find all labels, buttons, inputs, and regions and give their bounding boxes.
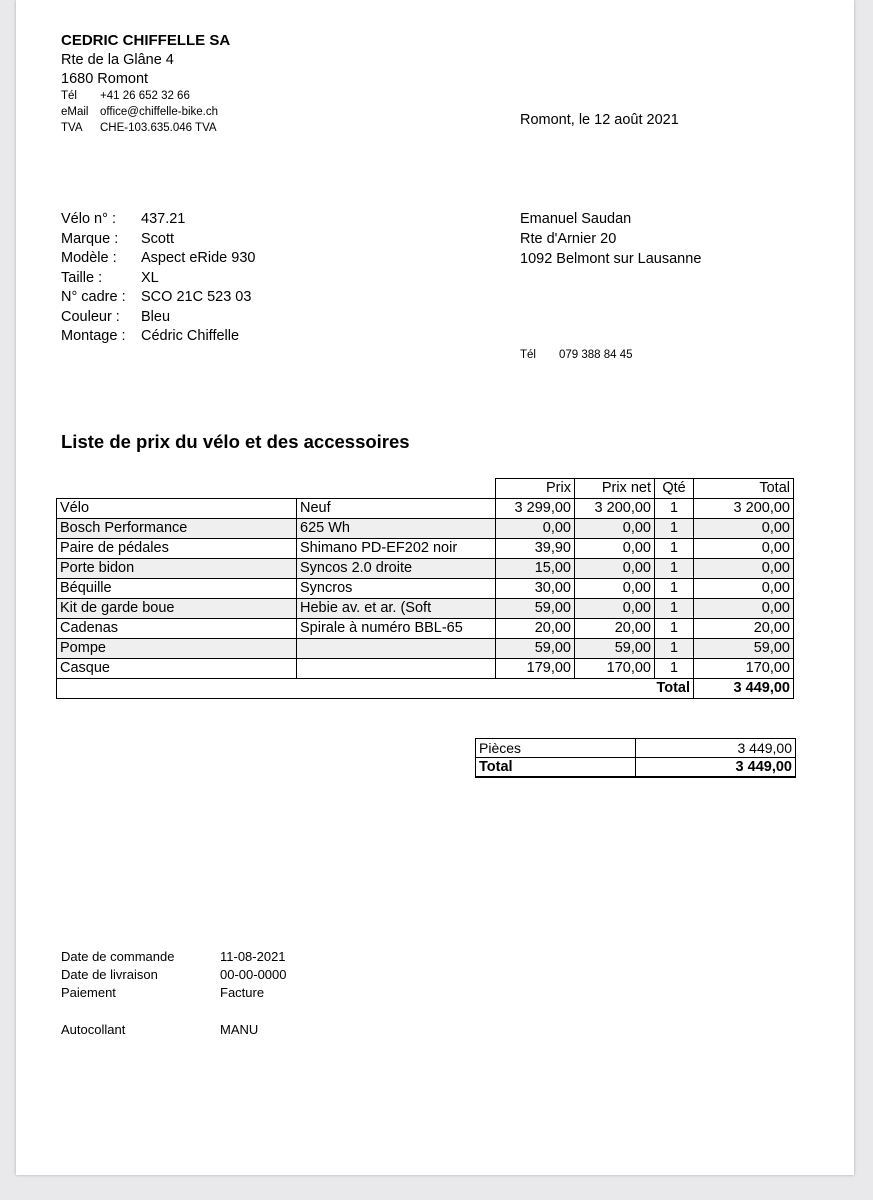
cell-desc: Spirale à numéro BBL-65 (297, 619, 496, 639)
header-prix: Prix (496, 479, 575, 499)
cell-desc: 625 Wh (297, 519, 496, 539)
cell-net: 0,00 (575, 539, 655, 559)
summary-total-value: 3 449,00 (636, 758, 796, 778)
cell-item: Porte bidon (57, 559, 297, 579)
company-tel-label: Tél (61, 90, 77, 102)
customer-tel: 079 388 84 45 (559, 349, 633, 361)
company-tel-row (61, 90, 190, 102)
cell-qte: 1 (655, 619, 694, 639)
bike-label: Modèle : (61, 250, 117, 266)
footer-label: Autocollant (61, 1022, 126, 1037)
company-tva-row (61, 122, 217, 134)
cell-desc: Neuf (297, 499, 496, 519)
cell-total: 20,00 (694, 619, 794, 639)
summary-row (476, 739, 796, 758)
cell-item: Bosch Performance (57, 519, 297, 539)
company-tel: +41 26 652 32 66 (100, 90, 190, 102)
bike-label: Vélo n° : (61, 211, 116, 227)
bike-value: Aspect eRide 930 (141, 250, 256, 266)
header-qte: Qté (655, 479, 694, 499)
cell-qte: 1 (655, 579, 694, 599)
cell-desc: Hebie av. et ar. (Soft (297, 599, 496, 619)
price-table (56, 478, 794, 699)
cell-total: 59,00 (694, 639, 794, 659)
cell-net: 0,00 (575, 559, 655, 579)
customer-city: 1092 Belmont sur Lausanne (520, 251, 702, 267)
cell-total: 0,00 (694, 599, 794, 619)
customer-tel-row (520, 349, 633, 361)
bike-value: Cédric Chiffelle (141, 328, 240, 344)
document-page (16, 0, 854, 1175)
table-total-label: Total (57, 679, 694, 699)
summary-total-row (476, 758, 796, 778)
bike-value: Bleu (141, 308, 171, 325)
company-email-row (61, 106, 218, 118)
company-tva: CHE-103.635.046 TVA (100, 122, 217, 134)
cell-prix: 0,00 (496, 519, 575, 539)
header-total: Total (694, 479, 794, 499)
cell-prix: 59,00 (496, 639, 575, 659)
table-row (57, 499, 794, 519)
cell-item: Pompe (57, 639, 297, 659)
footer-label: Paiement (61, 985, 116, 1000)
summary-table (475, 738, 796, 778)
footer-label: Date de livraison (61, 967, 158, 982)
table-row (57, 619, 794, 639)
company-email: office@chiffelle-bike.ch (100, 106, 219, 118)
table-row (57, 579, 794, 599)
cell-item: Béquille (57, 579, 297, 599)
cell-total: 170,00 (694, 659, 794, 679)
company-email-label: eMail (61, 106, 89, 118)
cell-qte: 1 (655, 559, 694, 579)
bike-label: Couleur : (61, 308, 120, 325)
section-title: Liste de prix du vélo et des accessoires (61, 431, 410, 452)
cell-prix: 30,00 (496, 579, 575, 599)
cell-desc (297, 659, 496, 679)
summary-total-label: Total (476, 758, 636, 778)
table-row (57, 599, 794, 619)
cell-total: 3 200,00 (694, 499, 794, 519)
company-name: CEDRIC CHIFFELLE SA (61, 32, 231, 49)
table-row (57, 519, 794, 539)
cell-net: 59,00 (575, 639, 655, 659)
cell-desc: Syncros (297, 579, 496, 599)
bike-label: N° cadre : (61, 289, 126, 305)
cell-net: 0,00 (575, 599, 655, 619)
cell-qte: 1 (655, 539, 694, 559)
cell-prix: 15,00 (496, 559, 575, 579)
cell-item: Kit de garde boue (57, 599, 297, 619)
customer-street: Rte d'Arnier 20 (520, 231, 617, 247)
customer-tel-label: Tél (520, 349, 536, 361)
bike-value: Scott (141, 230, 175, 247)
document-date: Romont, le 12 août 2021 (520, 112, 679, 128)
summary-pieces-value: 3 449,00 (636, 739, 796, 758)
table-row (57, 659, 794, 679)
bike-value: 437.21 (141, 211, 186, 227)
cell-total: 0,00 (694, 539, 794, 559)
cell-net: 3 200,00 (575, 499, 655, 519)
table-total-value: 3 449,00 (694, 679, 794, 699)
bike-label: Montage : (61, 328, 126, 344)
footer-label: Date de commande (61, 949, 175, 964)
cell-net: 20,00 (575, 619, 655, 639)
company-city: 1680 Romont (61, 71, 149, 87)
cell-net: 0,00 (575, 579, 655, 599)
cell-item: Cadenas (57, 619, 297, 639)
bike-value: SCO 21C 523 03 (141, 289, 252, 305)
table-row (57, 559, 794, 579)
cell-desc: Shimano PD-EF202 noir (297, 539, 496, 559)
customer-name: Emanuel Saudan (520, 211, 632, 227)
summary-pieces-label: Pièces (476, 739, 636, 758)
cell-net: 170,00 (575, 659, 655, 679)
footer-value: MANU (220, 1022, 259, 1037)
cell-prix: 39,90 (496, 539, 575, 559)
cell-total: 0,00 (694, 579, 794, 599)
cell-qte: 1 (655, 599, 694, 619)
cell-qte: 1 (655, 499, 694, 519)
header-prix-net: Prix net (575, 479, 655, 499)
footer-value: 11-08-2021 (220, 949, 286, 964)
cell-prix: 20,00 (496, 619, 575, 639)
table-header-row (57, 479, 794, 499)
cell-qte: 1 (655, 519, 694, 539)
cell-prix: 179,00 (496, 659, 575, 679)
bike-label: Marque : (61, 230, 119, 247)
cell-qte: 1 (655, 659, 694, 679)
footer-value: Facture (220, 985, 265, 1000)
footer-value: 00-00-0000 (220, 967, 287, 982)
table-total-row (57, 679, 794, 699)
bike-label: Taille : (61, 269, 103, 286)
company-street: Rte de la Glâne 4 (61, 52, 174, 68)
cell-qte: 1 (655, 639, 694, 659)
cell-total: 0,00 (694, 519, 794, 539)
cell-item: Paire de pédales (57, 539, 297, 559)
cell-desc (297, 639, 496, 659)
cell-prix: 59,00 (496, 599, 575, 619)
cell-net: 0,00 (575, 519, 655, 539)
bike-info (61, 211, 321, 351)
cell-item: Casque (57, 659, 297, 679)
table-row (57, 639, 794, 659)
cell-total: 0,00 (694, 559, 794, 579)
table-row (57, 539, 794, 559)
cell-item: Vélo (57, 499, 297, 519)
bike-value: XL (141, 269, 159, 286)
company-tva-label: TVA (61, 122, 83, 134)
cell-desc: Syncos 2.0 droite (297, 559, 496, 579)
cell-prix: 3 299,00 (496, 499, 575, 519)
